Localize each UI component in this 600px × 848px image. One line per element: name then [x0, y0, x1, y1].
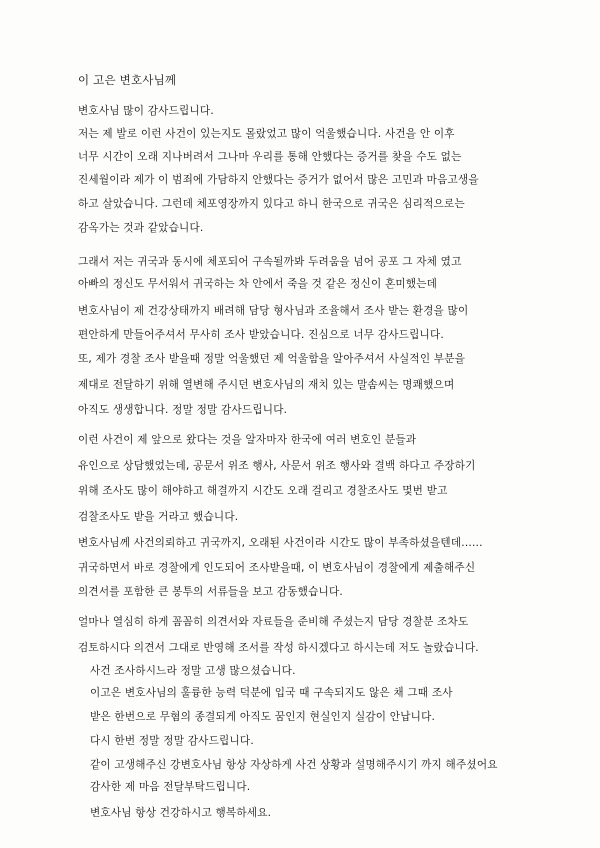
letter-line: 이고은 변호사님의 훌륭한 능력 덕분에 입국 때 구속되지도 않은 채 그때 조사: [90, 687, 453, 699]
letter-line: 또, 제가 경찰 조사 받을때 정말 억울했던 제 억울함을 알아주셔서 사실적인 부분을: [78, 353, 466, 365]
letter-line: 변호사님 많이 감사드립니다.: [78, 105, 214, 117]
letter-line: 이런 사건이 제 앞으로 왔다는 것을 알자마자 한국에 여러 변호인 분들과: [78, 434, 417, 446]
letter-heading: 이 고은 변호사님께: [78, 73, 177, 87]
letter-line: 다시 한번 정말 정말 감사드립니다.: [90, 735, 254, 747]
letter-line: 귀국하면서 바로 경찰에게 인도되어 조사받을때, 이 변호사님이 경찰에게 제출해주신: [78, 562, 476, 574]
letter-line: 감사한 제 마음 전달부탁드립니다.: [90, 781, 251, 793]
letter-line: 편안하게 만들어주셔서 무사히 조사 받았습니다. 진심으로 너무 감사드립니다.: [78, 329, 444, 341]
letter-line: 사건 조사하시느라 정말 고생 많으셨습니다.: [90, 665, 296, 677]
letter-line: 저는 제 발로 이런 사건이 있는지도 몰랐었고 많이 억울했습니다. 사건을 안 이후: [78, 128, 455, 140]
letter-line: 제대로 전달하기 위해 열변해 주시던 변호사님의 재치 있는 말솜씨는 명쾌했으며: [78, 379, 455, 391]
letter-line: 검토하시다 의견서 그대로 반영해 조서를 작성 하시겠다고 하시는데 저도 놀랐습니다.: [78, 642, 479, 654]
letter-line: 감옥가는 것과 같았습니다.: [78, 222, 204, 234]
letter-line: 의견서를 포함한 큰 봉투의 서류들을 보고 감동했습니다.: [78, 586, 343, 598]
letter-line: 유인으로 상담했었는데, 공문서 위조 행사, 사문서 위조 행사와 결백 하다고 주장하기: [78, 460, 476, 472]
letter-line: 받은 한번으로 무혐의 종결되게 아직도 꿈인지 현실인지 실감이 안납니다.: [90, 711, 436, 723]
letter-line: 아직도 생생합니다. 정말 정말 감사드립니다.: [78, 404, 288, 416]
letter-line: 얼마나 열심히 하게 꼼꼼히 의견서와 자료들을 준비해 주셨는지 담당 경찰분 조차도: [78, 616, 469, 628]
letter-line: 위해 조사도 많이 해야하고 해결까지 시간도 오래 걸리고 경찰조사도 몇번 받고: [78, 485, 448, 497]
letter-line: 같이 고생해주신 강변호사님 항상 자상하게 사건 상황과 설명해주시기 까지 해주셨어요: [90, 759, 498, 771]
letter-line: 너무 시간이 오래 지나버려서 그나마 우리를 통해 안했다는 증거를 찾을 수도 없는: [78, 151, 462, 163]
letter-line: 진세월이라 제가 이 범죄에 가담하지 안했다는 증거가 없어서 많은 고민과 마음고생을: [78, 174, 479, 186]
letter-line: 하고 살았습니다. 그런데 체포영장까지 있다고 하니 한국으로 귀국은 심리적으로는: [78, 198, 465, 210]
letter-line: 변호사님께 사건의뢰하고 귀국까지, 오래된 사건이라 시간도 많이 부족하셨을텐데......: [78, 537, 483, 549]
letter-line: 아빠의 정신도 무서워서 귀국하는 차 안에서 죽을 것 같은 정신이 혼미했는데: [78, 278, 438, 290]
letter-line: 그래서 저는 귀국과 동시에 체포되어 구속될까봐 두려움을 넘어 공포 그 자체 였고: [78, 256, 462, 268]
letter-line: 변호사님 항상 건강하시고 행복하세요.: [90, 807, 272, 819]
letter-line: 변호사님이 제 건강상태까지 배려해 담당 형사님과 조율해서 조사 받는 환경을 많이: [78, 305, 469, 317]
letter-line: 검찰조사도 받을 거라고 했습니다.: [78, 511, 239, 523]
